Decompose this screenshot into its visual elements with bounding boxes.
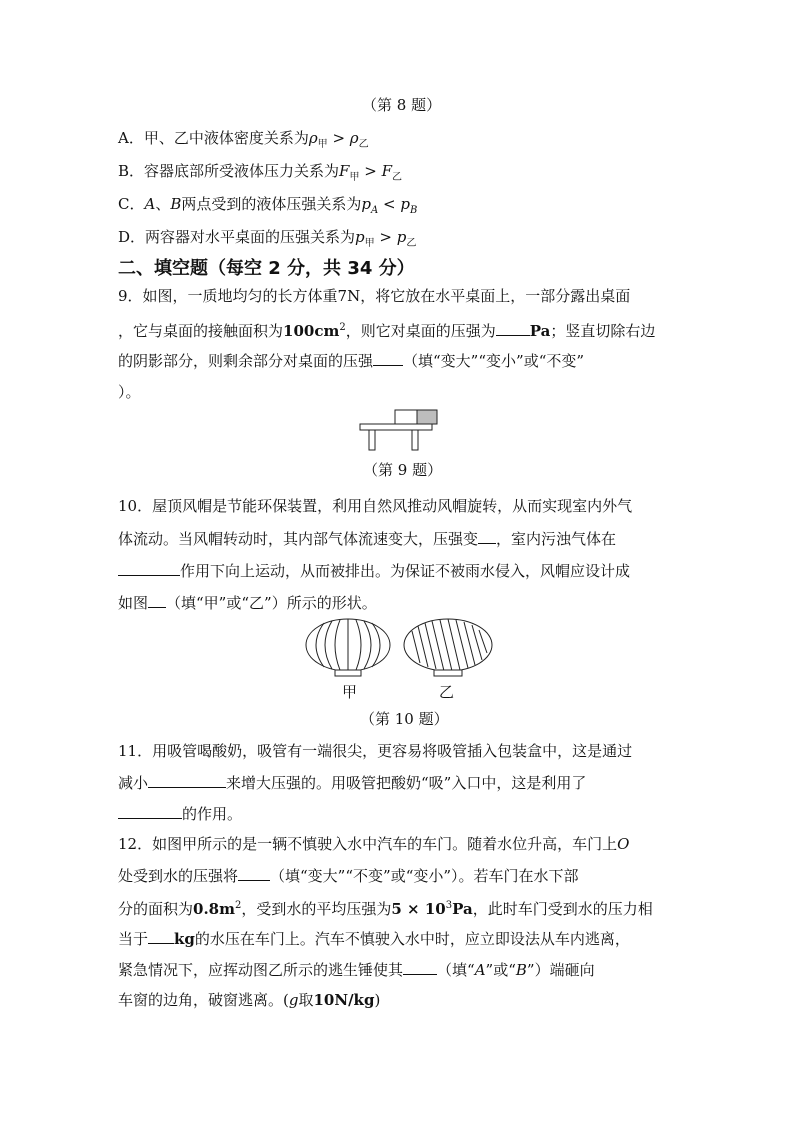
q11-line-1: 11．用吸管喝酸奶，吸管有一端很尖，更容易将吸管插入包装盒中，这是通过 [118, 742, 633, 760]
q10-line-3: 作用下向上运动，从而被排出。为保证不被雨水侵入，风帽应设计成 [118, 560, 630, 581]
q8-option-a: A．甲、乙中液体密度关系为$\rho_甲 > \rho_乙$ [118, 129, 369, 150]
q10-label-jia: 甲 [342, 683, 358, 701]
q12-line-3: 分的面积为$0.8m^2$，受到水的平均压强为$5 \times 10^3Pa$，此时车门受到水的压力相 [118, 900, 653, 918]
q12-line-5: 紧急情况下，应挥动图乙所示的逃生锤使其 （填“A”或“B”）端砸向 [118, 961, 595, 979]
q12-line-6: 车窗的边角，破窗逃离。(g取10N/kg) [118, 991, 381, 1009]
q9-line-1: 9．如图，一质地均匀的长方体重7N，将它放在水平桌面上，一部分露出桌面 [118, 287, 631, 305]
q10-line-2: 体流动。当风帽转动时，其内部气体流速变大，压强变 ，室内污浊气体在 [118, 530, 617, 548]
q11-line-3: 的作用。 [118, 803, 242, 824]
q10-figure-ventilators [300, 615, 500, 685]
q12-line-2: 处受到水的压强将 （填“变大”“不变”或“变小”）。若车门在水下部 [118, 867, 579, 885]
q12-line-4: 当于 kg的水压在车门上。汽车不慎驶入水中时，应立即设法从车内逃离， [118, 930, 630, 948]
ventilator-jia [306, 619, 390, 676]
q8-option-c: C．A、B两点受到的液体压强关系为$p_A < p_B$ [118, 195, 418, 216]
q9-figure-table-block [355, 404, 445, 452]
q10-line-1: 10．屋顶风帽是节能环保装置，利用自然风推动风帽旋转，从而实现室内外气 [118, 497, 633, 515]
q10-caption: （第 10 题） [360, 710, 449, 728]
q9-caption: （第 9 题） [363, 461, 443, 479]
q10-line-4: 如图 （填“甲”或“乙”）所示的形状。 [118, 594, 377, 612]
q10-label-yi: 乙 [439, 683, 455, 701]
ventilator-yi [404, 619, 492, 676]
q9-line-3: 的阴影部分，则剩余部分对桌面的压强 （填“变大”“变小”或“不变” [118, 352, 585, 370]
q9-line-2: ，它与桌面的接触面积为$100cm^2$，则它对桌面的压强为 Pa；竖直切除右边 [118, 322, 656, 340]
q12-line-1: 12．如图甲所示的是一辆不慎驶入水中汽车的车门。随着水位升高，车门上O [118, 835, 630, 853]
q9-line-4: ）。 [118, 383, 141, 401]
q8-option-b: B．容器底部所受液体压力关系为$F_甲 > F_乙$ [118, 162, 402, 183]
q8-option-d: D．两容器对水平桌面的压强关系为$p_甲 > p_乙$ [118, 228, 417, 249]
q8-caption: （第 8 题） [362, 96, 442, 114]
q11-line-2: 减小 来增大压强的。用吸管把酸奶“吸”入口中，这是利用了 [118, 774, 587, 792]
section-heading: 二、填空题（每空 2 分，共 34 分） [118, 258, 415, 279]
